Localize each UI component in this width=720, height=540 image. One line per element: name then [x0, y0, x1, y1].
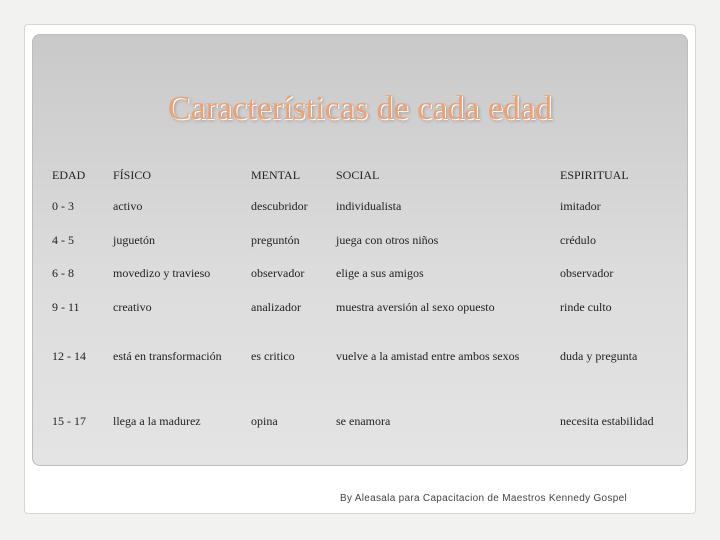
cell-mental: descubridor — [251, 199, 308, 213]
cell-mental: es critico — [251, 349, 295, 363]
footer-credit: By Aleasala para Capacitacion de Maestros Kennedy Gospel — [340, 493, 627, 504]
table-row — [52, 223, 672, 257]
cell-edad: 15 - 17 — [52, 414, 86, 428]
table-row — [52, 257, 672, 290]
cell-fisico: juguetón — [113, 232, 155, 247]
cell-fisico: movedizo y travieso — [113, 266, 211, 280]
cell-social: juega con otros niños — [336, 232, 439, 247]
cell-mental: analizador — [251, 299, 301, 314]
cell-espiritual: imitador — [560, 199, 601, 213]
table-row — [52, 290, 672, 324]
header-mental: MENTAL — [251, 167, 301, 182]
cell-social: se enamora — [336, 414, 391, 428]
cell-social: vuelve a la amistad entre ambos sexos — [336, 349, 520, 363]
cell-edad: 9 - 11 — [52, 299, 80, 314]
header-fisico: FÍSICO — [113, 167, 152, 182]
slide-title: Características de cada edad — [167, 90, 553, 127]
cell-fisico: activo — [113, 199, 143, 213]
cell-espiritual: crédulo — [560, 232, 596, 247]
cell-fisico: está en transformación — [113, 349, 222, 363]
cell-espiritual: rinde culto — [560, 299, 612, 314]
cell-mental: observador — [251, 266, 305, 280]
cell-edad: 4 - 5 — [52, 232, 74, 247]
cell-espiritual: necesita estabilidad — [560, 414, 654, 428]
cell-mental: opina — [251, 414, 278, 428]
header-edad: EDAD — [52, 167, 86, 182]
table-row — [52, 190, 672, 223]
cell-social: elige a sus amigos — [336, 266, 424, 280]
cell-social: individualista — [336, 199, 402, 213]
table-row — [52, 389, 672, 454]
age-characteristics-table — [52, 160, 672, 454]
cell-espiritual: duda y pregunta — [560, 349, 638, 363]
cell-fisico: llega a la madurez — [113, 414, 201, 428]
cell-espiritual: observador — [560, 266, 614, 280]
cell-edad: 0 - 3 — [52, 199, 74, 213]
header-social: SOCIAL — [336, 167, 380, 182]
table-header-row — [52, 160, 672, 190]
cell-edad: 6 - 8 — [52, 266, 74, 280]
cell-mental: preguntón — [251, 232, 300, 247]
table-row — [52, 324, 672, 389]
header-espiritual: ESPIRITUAL — [560, 167, 629, 182]
cell-social: muestra aversión al sexo opuesto — [336, 299, 495, 314]
cell-fisico: creativo — [113, 299, 152, 314]
cell-edad: 12 - 14 — [52, 349, 86, 363]
